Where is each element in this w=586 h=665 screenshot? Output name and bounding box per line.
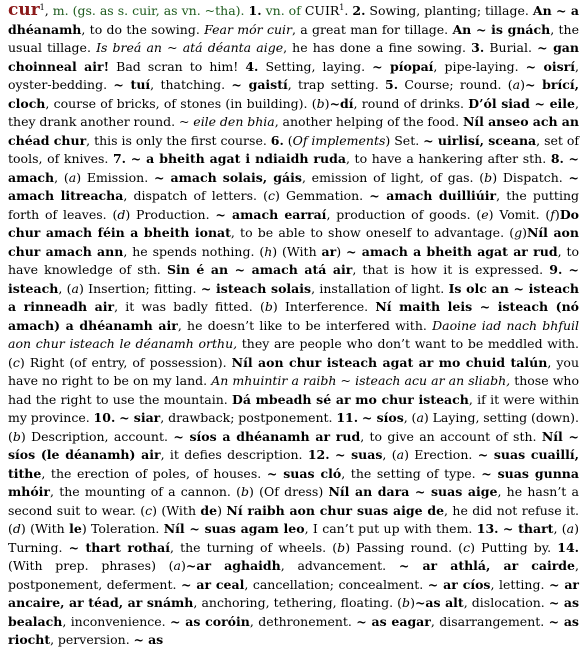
headword: cur [8, 0, 40, 20]
entry-body: 1. vn. of CUIR$^1$. 2. Sowing, planting; tillage. An ~ a dhéanamh, to do the sowing. Fear mór cuir, a great man for tillage. An ~ is gnách, the usual tillage. Is breá an ~ atá déanta aige, he has done a fine sowing. 3. Burial. ~ gan choinneal air! Bad scran to him! 4. Setting, laying. ~ píopaí, pipe-laying. ~ oisrí, oyster-bedding. ~ tuí, thatching. ~ gaistí, trap setting. 5. Course; round. (a)~ brící, cloch, course of bricks, of stones (in building). (b)~dí, round of drinks. D’ól siad ~ eile, they drank another round. ~ eile den bhia, another helping of the food. Níl anseo ach an chéad chur, this is only the first course. 6. (Of implements) Set. ~ uirlisí, sceana, set of tools, of knives. 7. ~ a bheith agat i ndiaidh ruda, to have a hankering after sth. 8. ~ amach, (a) Emission. ~ amach solais, gáis, emission of light, of gas. (b) Dispatch. ~ amach litreacha, dispatch of letters. (c) Gemmation. ~ amach duilliúir, the putting forth of leaves. (d) Production. ~ amach earraí, production of goods. (e) Vomit. (f)Do chur amach féin a bheith ionat, to be able to show oneself to advantage. (g)Níl aon chur amach ann, he spends nothing. (h) (With ar) ~ amach a bheith agat ar rud, to have knowledge of sth. Sin é an ~ amach atá air, that is how it is expressed. 9. ~ isteach, (a) Insertion; fitting. ~ isteach solais, installation of light. Is olc an ~ isteach a rinneadh air, it was badly fitted. (b) Interference. Ní maith leis ~ isteach (nó amach) a dhéanamh air, he doesn’t like to be interfered with. Daoine iad nach bhfuil aon chur isteach le déanamh orthu, they are people who don’t want to be meddled with. (c) Right (of entry, of possession). Níl aon chur isteach agat ar mo chuid talún, you have no right to be on my land. An mhuintir a raibh ~ isteach acu ar an sliabh, those who had the right to use the mountain. Dá mbeadh sé ar mo chur isteach, if it were within my province. 10. ~ siar, drawback; postponement. 11. ~ síos, (a) Laying, setting (down). (b) Description, account. ~ síos a dhéanamh ar rud, to give an account of sth. Níl ~ síos (le déanamh) air, it defies description. 12. ~ suas, (a) Erection. ~ suas cuaillí, tithe, the erection of poles, of houses. ~ suas cló, the setting of type. ~ suas gunna mhóir, the mounting of a cannon. (b) (Of dress) Níl an dara ~ suas aige, he hasn’t a second suit to wear. (c) (With de) Ní raibh aon chur suas aige de, he did not refuse it. (d) (With le) Toleration. Níl ~ suas agam leo, I can’t put up with them. 13. ~ thart, (a) Turning. ~ thart rothaí, the turning of wheels. (b) Passing round. (c) Putting by. 14. (With prep. phrases) (a)~ar aghaidh, advancement. ~ ar athlá, ar cairde, postponement, deferment. ~ ar ceal, cancellation; concealment. ~ ar cíos, letting. ~ ar ancaire, ar téad, ar snámh, anchoring, tethering, floating. (b)~as alt, dislocation. ~ as bealach, inconvenience. ~ as coróin, dethronement. ~ as eagar, disarrangement. ~ as riocht, perversion. ~ as [8, 2, 580, 647]
grammar-info: m. (gs. as s. cuir, as vn. ~tha). [52, 3, 245, 18]
homograph-number: 1 [39, 2, 45, 12]
dictionary-entry: cur$^1$, m. (gs. as s. cuir, as vn. ~tha). 1. vn. of CUIR$^1$. 2. Sowing, planting; tillage. An ~ a dhéanamh, to do the sowing. Fear mór cuir, a great man for tillage. An ~ is gnách, the usual tillage. Is breá an ~ atá déanta aige, he has done a fine sowing. 3. Burial. ~ gan choinneal air! Bad scran to him! 4. Setting, laying. ~ píopaí, pipe-laying. ~ oisrí, oyster-bedding. ~ tuí, thatching. ~ gaistí, trap setting. 5. Course; round. (a)~ brící, cloch, course of bricks, of stones (in building). (b)~dí, round of drinks. D’ól siad ~ eile, they drank another round. ~ eile den bhia, another helping of the food. Níl anseo ach an chéad chur, this is only the first course. 6. (Of implements) Set. ~ uirlisí, sceana, set of tools, of knives. 7. ~ a bheith agat i ndiaidh ruda, to have a hankering after sth. 8. ~ amach, (a) Emission. ~ amach solais, gáis, emission of light, of gas. (b) Dispatch. ~ amach litreacha, dispatch of letters. (c) Gemmation. ~ amach duilliúir, the putting forth of leaves. (d) Production. ~ amach earraí, production of goods. (e) Vomit. (f)Do chur amach féin a bheith ionat, to be able to show oneself to advantage. (g)Níl aon chur amach ann, he spends nothing. (h) (With ar) ~ amach a bheith agat ar rud, to have knowledge of sth. Sin é an ~ amach atá air, that is how it is expressed. 9. ~ isteach, (a) Insertion; fitting. ~ isteach solais, installation of light. Is olc an ~ isteach a rinneadh air, it was badly fitted. (b) Interference. Ní maith leis ~ isteach (nó amach) a dhéanamh air, he doesn’t like to be interfered with. Daoine iad nach bhfuil aon chur isteach le déanamh orthu, they are people who don’t want to be meddled with. (c) Right (of entry, of possession). Níl aon chur isteach agat ar mo chuid talún, you have no right to be on my land. An mhuintir a raibh ~ isteach acu ar an sliabh, those who had the right to use the mountain. Dá mbeadh sé ar mo chur isteach, if it were within my province. 10. ~ siar, drawback; postponement. 11. ~ síos, (a) Laying, setting (down). (b) Description, account. ~ síos a dhéanamh ar rud, to give an account of sth. Níl ~ síos (le déanamh) air, it defies description. 12. ~ suas, (a) Erection. ~ suas cuaillí, tithe, the erection of poles, of houses. ~ suas cló, the setting of type. ~ suas gunna mhóir, the mounting of a cannon. (b) (Of dress) Níl an dara ~ suas aige, he hasn’t a second suit to wear. (c) (With de) Ní raibh aon chur suas aige de, he did not refuse it. (d) (With le) Toleration. Níl ~ suas agam leo, I can’t put up with them. 13. ~ thart, (a) Turning. ~ thart rothaí, the turning of wheels. (b) Passing round. (c) Putting by. 14. (With prep. phrases) (a)~ar aghaidh, advancement. ~ ar athlá, ar cairde, postponement, deferment. ~ ar ceal, cancellation; concealment. ~ ar cíos, letting. ~ ar ancaire, ar téad, ar snámh, anchoring, tethering, floating. (b)~as alt, dislocation. ~ as bealach, inconvenience. ~ as coróin, dethronement. ~ as eagar, disarrangement. ~ as riocht, perversion. ~ as [8, 0, 580, 647]
